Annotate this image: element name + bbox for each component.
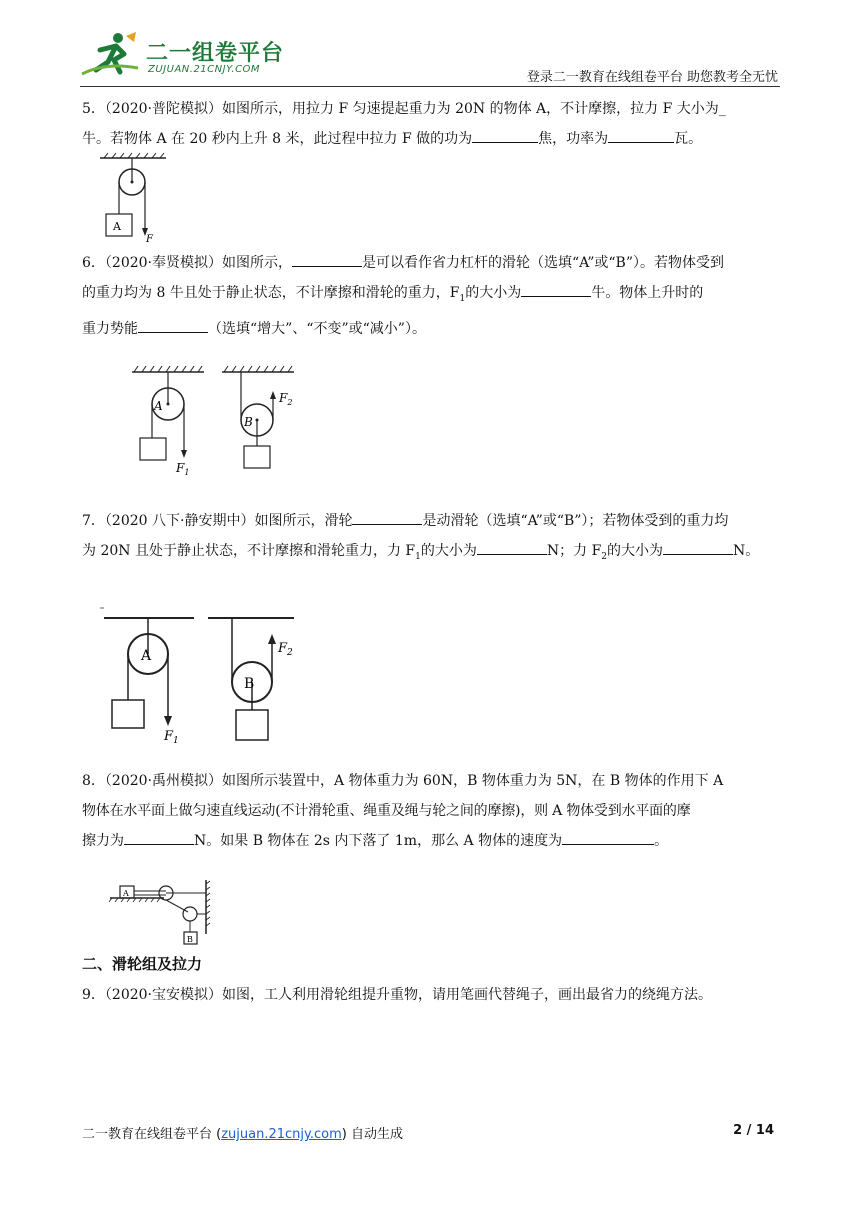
logo-title: 二一组卷平台 bbox=[146, 41, 285, 66]
figure-label: $F_1$ bbox=[164, 729, 179, 746]
answer-blank[interactable] bbox=[608, 128, 674, 143]
figure-label: $F_2$ bbox=[279, 391, 293, 407]
question-text: 焦，功率为 bbox=[538, 131, 609, 147]
footer-source bbox=[82, 1123, 403, 1142]
question-text: 的重力均为 8 牛且处于静止状态，不计摩擦和滑轮的重力，F bbox=[82, 285, 460, 301]
answer-blank[interactable] bbox=[472, 128, 538, 143]
question-text: 如图所示，用拉力 F 匀速提起重力为 20N 的物体 A，不计摩擦，拉力 F 大小为_ bbox=[222, 101, 726, 117]
header-divider bbox=[80, 86, 780, 87]
question-text: （选填“增大”、“不变”或“减小”）。 bbox=[208, 320, 426, 337]
section-2-title: 二、滑轮组及拉力 bbox=[82, 955, 203, 973]
figure-label: B bbox=[244, 676, 255, 692]
question-7 bbox=[82, 506, 780, 572]
runner-logo-icon bbox=[80, 30, 140, 80]
question-number: 6 bbox=[82, 255, 91, 271]
question-text: 如图所示， bbox=[222, 255, 293, 271]
footer-text: ) 自动生成 bbox=[341, 1127, 403, 1142]
question-text: N。 bbox=[733, 543, 760, 559]
figure-label: F bbox=[146, 234, 153, 244]
question-6-line-3 bbox=[82, 314, 780, 344]
question-text: 如图所示装置中，A 物体重力为 60N，B 物体重力为 5N，在 B 物体的作用下 A bbox=[222, 773, 724, 789]
question-text: 牛。若物体 A 在 20 秒内上升 8 米，此过程中拉力 F 做的功为 bbox=[82, 131, 473, 147]
question-8-line-1: 8．（2020·禹州模拟）如图所示装置中，A 物体重力为 60N，B 物体重力为 5N，在 B 物体的作用下 A bbox=[82, 773, 724, 789]
question-5 bbox=[82, 94, 780, 154]
footer-text: 二一教育在线组卷平台 ( bbox=[82, 1127, 222, 1142]
answer-blank[interactable] bbox=[663, 540, 733, 555]
question-7-figure bbox=[98, 606, 318, 746]
figure-label: B bbox=[244, 415, 253, 429]
answer-blank[interactable] bbox=[292, 252, 362, 267]
answer-blank[interactable] bbox=[352, 510, 422, 525]
figure-label: A bbox=[113, 220, 121, 233]
answer-blank[interactable] bbox=[562, 830, 654, 845]
footer-link[interactable]: zujuan.21cnjy.com bbox=[221, 1127, 342, 1142]
question-source: （2020·普陀模拟） bbox=[104, 101, 223, 117]
question-number: 7 bbox=[82, 513, 91, 529]
figure-label: $F_2$ bbox=[278, 641, 293, 658]
answer-blank[interactable] bbox=[124, 830, 194, 845]
question-8-line-3 bbox=[82, 826, 780, 856]
question-8-line-2 bbox=[82, 796, 780, 826]
question-text: 擦力为 bbox=[82, 833, 124, 849]
header-tagline[interactable]: 登录二一教育在线组卷平台 助您教考全无忧 bbox=[526, 70, 778, 85]
figure-label: A bbox=[123, 889, 129, 898]
question-text: 重力势能 bbox=[82, 320, 138, 337]
subscript: 1 bbox=[415, 551, 421, 562]
answer-blank[interactable] bbox=[138, 318, 208, 333]
question-source: （2020·禹州模拟） bbox=[104, 773, 223, 789]
question-7-line-2 bbox=[82, 536, 780, 572]
question-7-line-1: 7．（2020 八下·静安期中）如图所示，滑轮 是动滑轮（选填“A”或“B”）；若物体受到的重力均 bbox=[82, 506, 780, 536]
subscript: 2 bbox=[601, 551, 608, 562]
question-text: 是动滑轮（选填“A”或“B”）；若物体受到的重力均 bbox=[422, 513, 729, 529]
question-text: 牛。物体上升时的 bbox=[591, 285, 704, 301]
question-5-figure bbox=[100, 152, 180, 244]
question-text: 如图所示，滑轮 bbox=[254, 513, 353, 529]
question-text: 为 20N 且处于静止状态，不计摩擦和滑轮重力，力 F bbox=[82, 543, 416, 559]
question-text: 的大小为 bbox=[607, 543, 664, 559]
question-8 bbox=[82, 766, 780, 856]
question-6-line-2 bbox=[82, 278, 780, 314]
question-5-line-1: 5．（2020·普陀模拟）如图所示，用拉力 F 匀速提起重力为 20N 的物体 A，不计摩擦，拉力 F 大小为_ bbox=[82, 101, 726, 117]
logo-subtitle: ZUJUAN.21CNJY.COM bbox=[148, 64, 261, 75]
figure-label: B bbox=[187, 935, 193, 944]
question-text: 如图，工人利用滑轮组提升重物，请用笔画代替绳子，画出最省力的绕绳方法。 bbox=[222, 987, 713, 1003]
question-source: （2020·宝安模拟） bbox=[104, 987, 223, 1003]
question-text: 的大小为 bbox=[465, 285, 522, 301]
question-9-line-1: 9．（2020·宝安模拟）如图，工人利用滑轮组提升重物，请用笔画代替绳子，画出最省力的绕绳方法。 bbox=[82, 987, 713, 1003]
question-number: 8 bbox=[82, 773, 91, 789]
question-6 bbox=[82, 248, 780, 344]
question-source: （2020 八下·静安期中） bbox=[104, 513, 255, 529]
answer-blank[interactable] bbox=[477, 540, 547, 555]
answer-blank[interactable] bbox=[521, 282, 591, 297]
question-text: N；力 F bbox=[546, 543, 602, 559]
question-8-figure bbox=[108, 878, 224, 948]
question-text: N。如果 B 物体在 2s 内下落了 1m，那么 A 物体的速度为 bbox=[194, 833, 563, 849]
question-text: 是可以看作省力杠杆的滑轮（选填“A”或“B”）。若物体受到 bbox=[362, 255, 724, 271]
figure-label: $F_1$ bbox=[176, 461, 190, 477]
question-5-line-2 bbox=[82, 124, 780, 154]
question-text: 。 bbox=[654, 833, 669, 849]
question-6-figure bbox=[128, 362, 308, 478]
subscript: 1 bbox=[459, 293, 466, 304]
question-6-line-1: 6．（2020·奉贤模拟）如图所示， 是可以看作省力杠杆的滑轮（选填“A”或“B”）。若物体受到 bbox=[82, 248, 780, 278]
question-text: 的大小为 bbox=[420, 543, 477, 559]
question-source: （2020·奉贤模拟） bbox=[104, 255, 223, 271]
page-number: 2 / 14 bbox=[733, 1123, 774, 1138]
question-text: 瓦。 bbox=[674, 131, 703, 147]
question-number: 9 bbox=[82, 987, 91, 1003]
figure-label: A bbox=[154, 399, 163, 413]
question-9 bbox=[82, 980, 780, 1010]
question-text: 物体在水平面上做匀速直线运动(不计滑轮重、绳重及绳与轮之间的摩擦)，则 A 物体受到水平面的摩 bbox=[82, 803, 691, 819]
figure-label: A bbox=[141, 648, 152, 664]
question-number: 5 bbox=[82, 101, 91, 117]
